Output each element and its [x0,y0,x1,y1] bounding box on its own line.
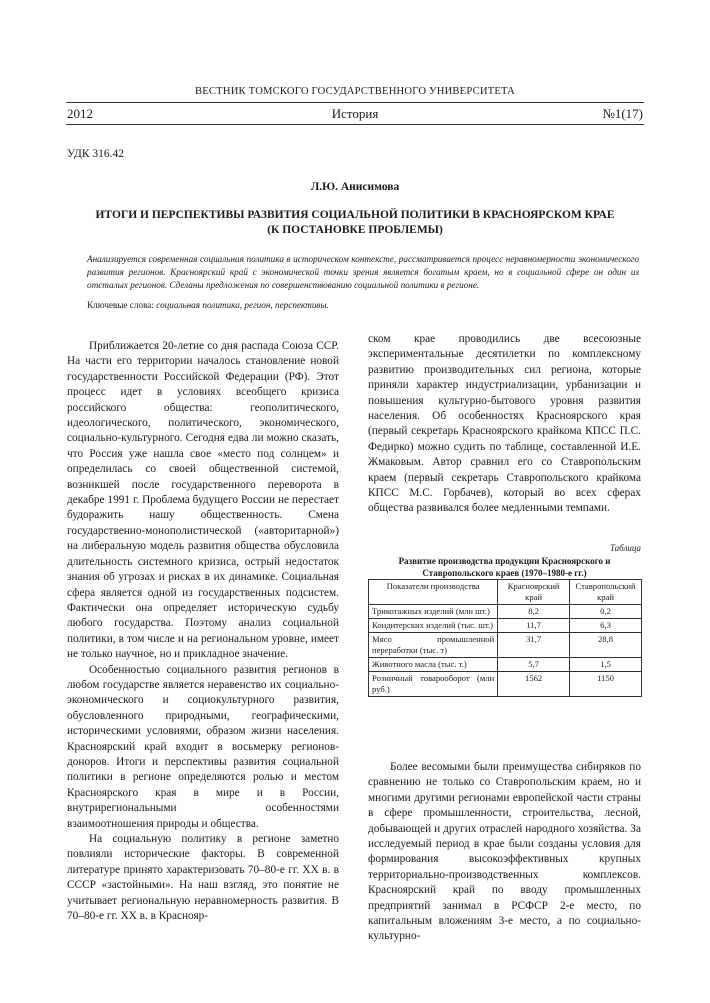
table-row [369,605,642,619]
table-row [369,672,642,697]
table-header-cell: Красноярский край [498,580,570,605]
body-paragraph: ском крае проводились две всесоюзные экспериментальные десятилетки по комплексному развитию производительных сил региона, которые приняли характер индустриализации, урбанизации и повышения культурно-бытового уровня развития населения. Об особенностях Красноярского края (первый секретарь Красноярского крайкома КПСС П.С. Федирко) можно судить по таблице, составленной И.Е. Жмаковым. Автор сравнил его со Ставропольским краем (первый секретарь Ставропольского крайкома КПСС М.С. Горбачев), который во всех сферах общества развивался более медленными темпами. [368,333,641,515]
table-cell: 11,7 [498,619,570,633]
table-header-cell: Показатели производства [369,580,498,605]
header-section: История [331,106,379,121]
article-author: Л.Ю. Анисимова [310,181,400,193]
title-line-2: (К ПОСТАНОВКЕ ПРОБЛЕМЫ) [267,224,443,236]
body-paragraph: Приближается 20-летие со дня распада Союза ССР. На части его территории началось становление новой государственности Российской Федерации (РФ). Этот процесс идет в условиях всеобщего кризиса российского общества: геополитического, идеологического, политического, экономического, социально-культурного. Сегодня едва ли можно сказать, что Россия уже нашла свое «место под солнцем» и определилась со своей общественной системой, возникшей после государственного переворота в декабре 1991 г. Проблема будущего России не перестает будоражить нашу общественность. Смена государственно-монополистической («авторитарной») на либеральную модель развития общества обусловила длительность системного кризиса, острый недостаток знания об угрозах и рисках в их динамике. Социальная сфера является одной из государственных подсистем. Фактически она определяет историческую судьбу любого государства. Поэтому анализ социальной политики, в том числе и на региональном уровне, имеет не только научное, но и прикладное значение. [67,340,339,661]
body-paragraph: Особенностью социального развития регионов в любом государстве является неравенство их социально-экономического и социокультурного развития, обусловленного природными, географическими, историческими условиями, образом жизни населения. Красноярский край входит в восьмерку регионов-доноров. Итоги и перспективы развития социальной политики в регионе определяются ролью и местом Красноярского края в мире и в России, внутрирегиональными особенностями взаимоотношения природы и общества. [67,663,339,830]
udk-code: УДК 316.42 [67,148,124,160]
table-row [369,633,642,658]
table-cell: 1562 [498,672,570,697]
body-paragraph: Более весомыми были преимущества сибиряков по сравнению не только со Ставропольским краем, но и многими другими регионами европейской части страны в сфере промышленности, строительства, лесной, добывающей и других отраслей народного хозяйства. За исследуемый период в крае были созданы условия для формирования высокоэффективных крупных территориально-производственных комплексов. Красноярский край по вводу промышленных предприятий занимал в РСФСР 2-е место, по капитальным вложениям 3-е место, а по социально-культурно- [368,761,641,943]
body-paragraph: На социальную политику в регионе заметно повлияли исторические факторы. В современной литературе принято характеризовать 70–80-е гг. XX в. в СССР «застойными». На наш взгляд, это понятие не учитывает региональную неравномерность развития. В 70–80-е гг. XX в. в Краснояр- [67,833,339,923]
table-header-row [369,580,642,605]
table-row [369,658,642,672]
table-cell: Кондитерских изделий (тыс. шт.) [369,619,498,633]
body-right-column-top [368,332,641,517]
table-cell: 31,7 [498,633,570,658]
keywords-value: социальная политика, регион, перспективы. [156,300,329,310]
table-cell: 5,7 [498,658,570,672]
table-cell: Розничный товарооборот (млн руб.) [369,672,498,697]
article-title [60,208,650,238]
header-rule-top [66,102,644,103]
body-right-column-bottom [368,760,641,945]
table-header-cell: Ставропольский край [570,580,642,605]
header-issue: №1(17) [602,106,643,121]
production-table [368,579,642,697]
keywords [87,299,639,312]
table-cell: Животного масла (тыс. т.) [369,658,498,672]
table-cell: Трикотажных изделий (млн шт.) [369,605,498,619]
table-cell: 0,2 [570,605,642,619]
body-left-column [67,339,339,924]
journal-name: ВЕСТНИК ТОМСКОГО ГОСУДАРСТВЕННОГО УНИВЕРСИТЕТА [194,86,516,97]
table-cell: 6,3 [570,619,642,633]
table-row [369,619,642,633]
table-label: Таблица [609,543,641,553]
abstract-text: Анализируется современная социальная политика в историческом контексте, рассматривается процесс неравномерности экономического развития регионов. Красноярский край с экономической точки зрения является богатым краем, но в социальной сфере он один из отсталых регионов. Сделаны предложения по совершенствованию социальной политики в регионе. [87,254,639,290]
title-line-1: ИТОГИ И ПЕРСПЕКТИВЫ РАЗВИТИЯ СОЦИАЛЬНОЙ ПОЛИТИКИ В КРАСНОЯРСКОМ КРАЕ [95,209,615,221]
table-cell: 1,5 [570,658,642,672]
table-cell: 28,8 [570,633,642,658]
header-year: 2012 [67,106,93,121]
table-cell: Мясо промышленной переработки (тыс. т) [369,633,498,658]
table-cell: 8,2 [498,605,570,619]
abstract [87,253,639,292]
header-rule-bottom [66,124,644,125]
table-caption: Развитие производства продукции Красноярского и Ставропольского краев (1970–1980-е гг.) [398,556,611,578]
keywords-label: Ключевые слова: [87,300,154,310]
table-cell: 1150 [570,672,642,697]
